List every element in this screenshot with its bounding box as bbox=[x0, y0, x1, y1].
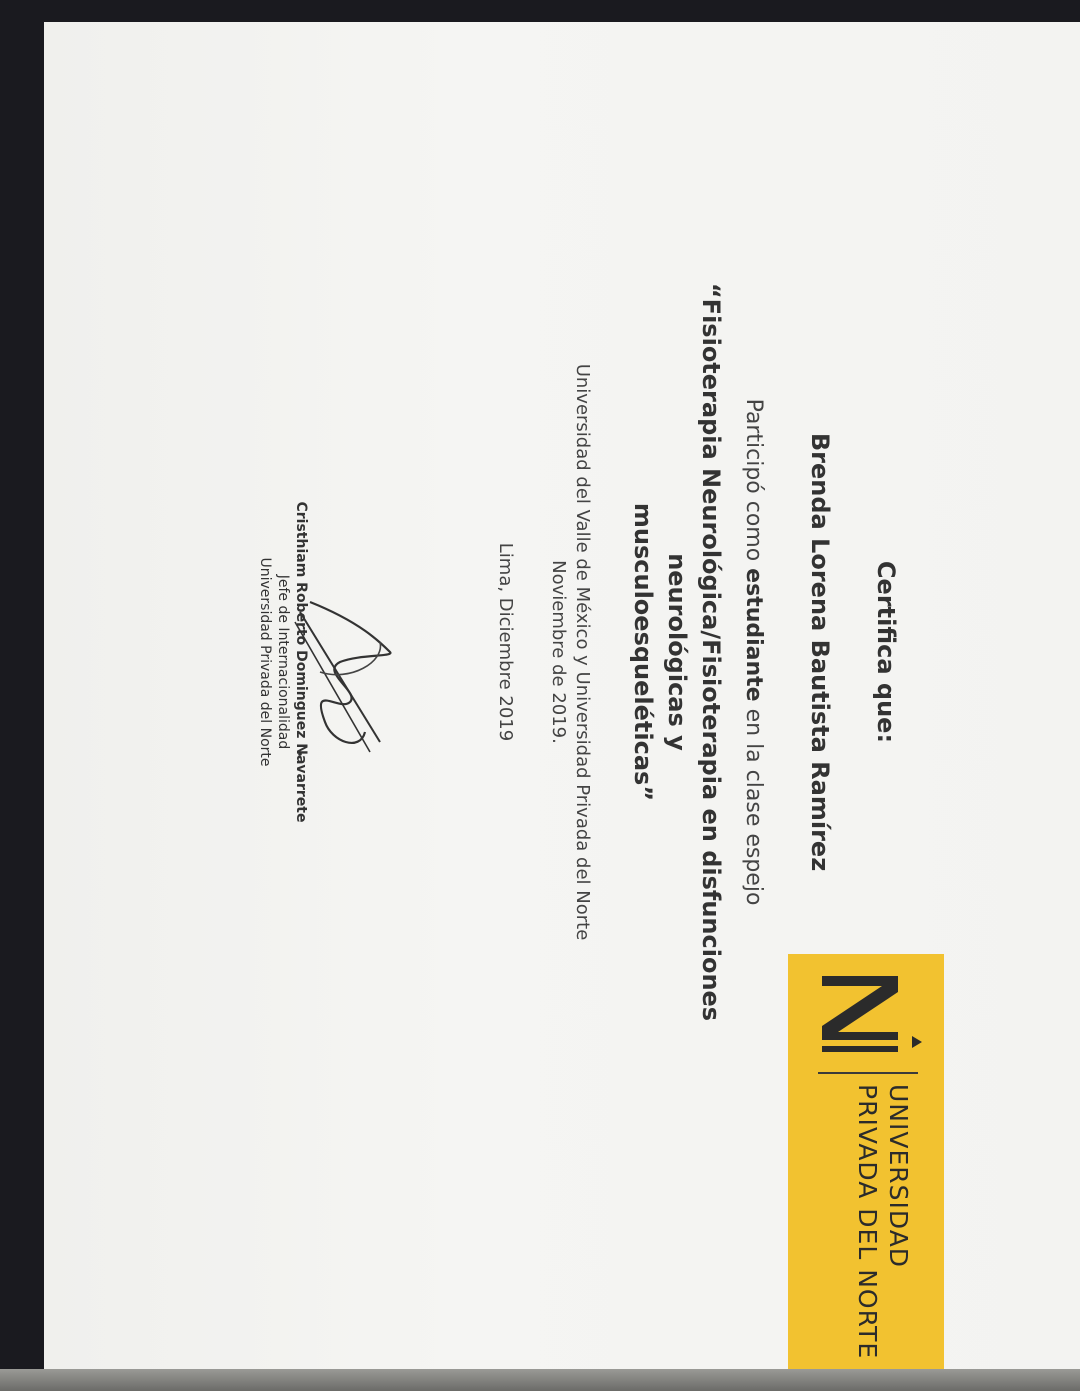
signatory-role: Jefe de Internacionalidad bbox=[275, 574, 291, 750]
certificate-content bbox=[44, 22, 1080, 1391]
signatory-org: Universidad Privada del Norte bbox=[257, 557, 273, 767]
place-date: Lima, Diciembre 2019 bbox=[495, 542, 516, 742]
institutions-line-1: Universidad del Valle de México y Universidad Privada del Norte bbox=[572, 363, 593, 941]
logo-divider bbox=[818, 1072, 918, 1074]
participation-suffix: en la clase espejo bbox=[741, 701, 766, 906]
logo-line-2: PRIVADA DEL NORTE bbox=[853, 1084, 882, 1360]
table-surface bbox=[0, 1369, 1080, 1391]
certificate-heading: Certifica que: bbox=[872, 560, 900, 744]
logo-text bbox=[852, 1084, 914, 1359]
certificate-page bbox=[44, 22, 1080, 1391]
participation-prefix: Participó como bbox=[741, 398, 766, 569]
institutions-text bbox=[546, 352, 594, 952]
signatory-block bbox=[256, 442, 310, 882]
course-title-line-2: musculoesqueléticas” bbox=[629, 502, 657, 802]
upn-logo-icon bbox=[816, 968, 926, 1058]
logo-line-1: UNIVERSIDAD bbox=[884, 1084, 913, 1269]
university-logo bbox=[788, 954, 944, 1387]
course-title bbox=[626, 232, 728, 1072]
course-title-line-1: “Fisioterapia Neurológica/Fisioterapia en disfunciones neurológicas y bbox=[663, 282, 725, 1022]
participation-role: estudiante bbox=[741, 568, 766, 702]
signatory-name: Cristhiam Roberto Dominguez Navarrete bbox=[293, 501, 309, 823]
recipient-name: Brenda Lorena Bautista Ramírez bbox=[806, 432, 834, 872]
participation-text bbox=[741, 352, 766, 952]
institutions-line-2: Noviembre de 2019. bbox=[548, 560, 569, 744]
